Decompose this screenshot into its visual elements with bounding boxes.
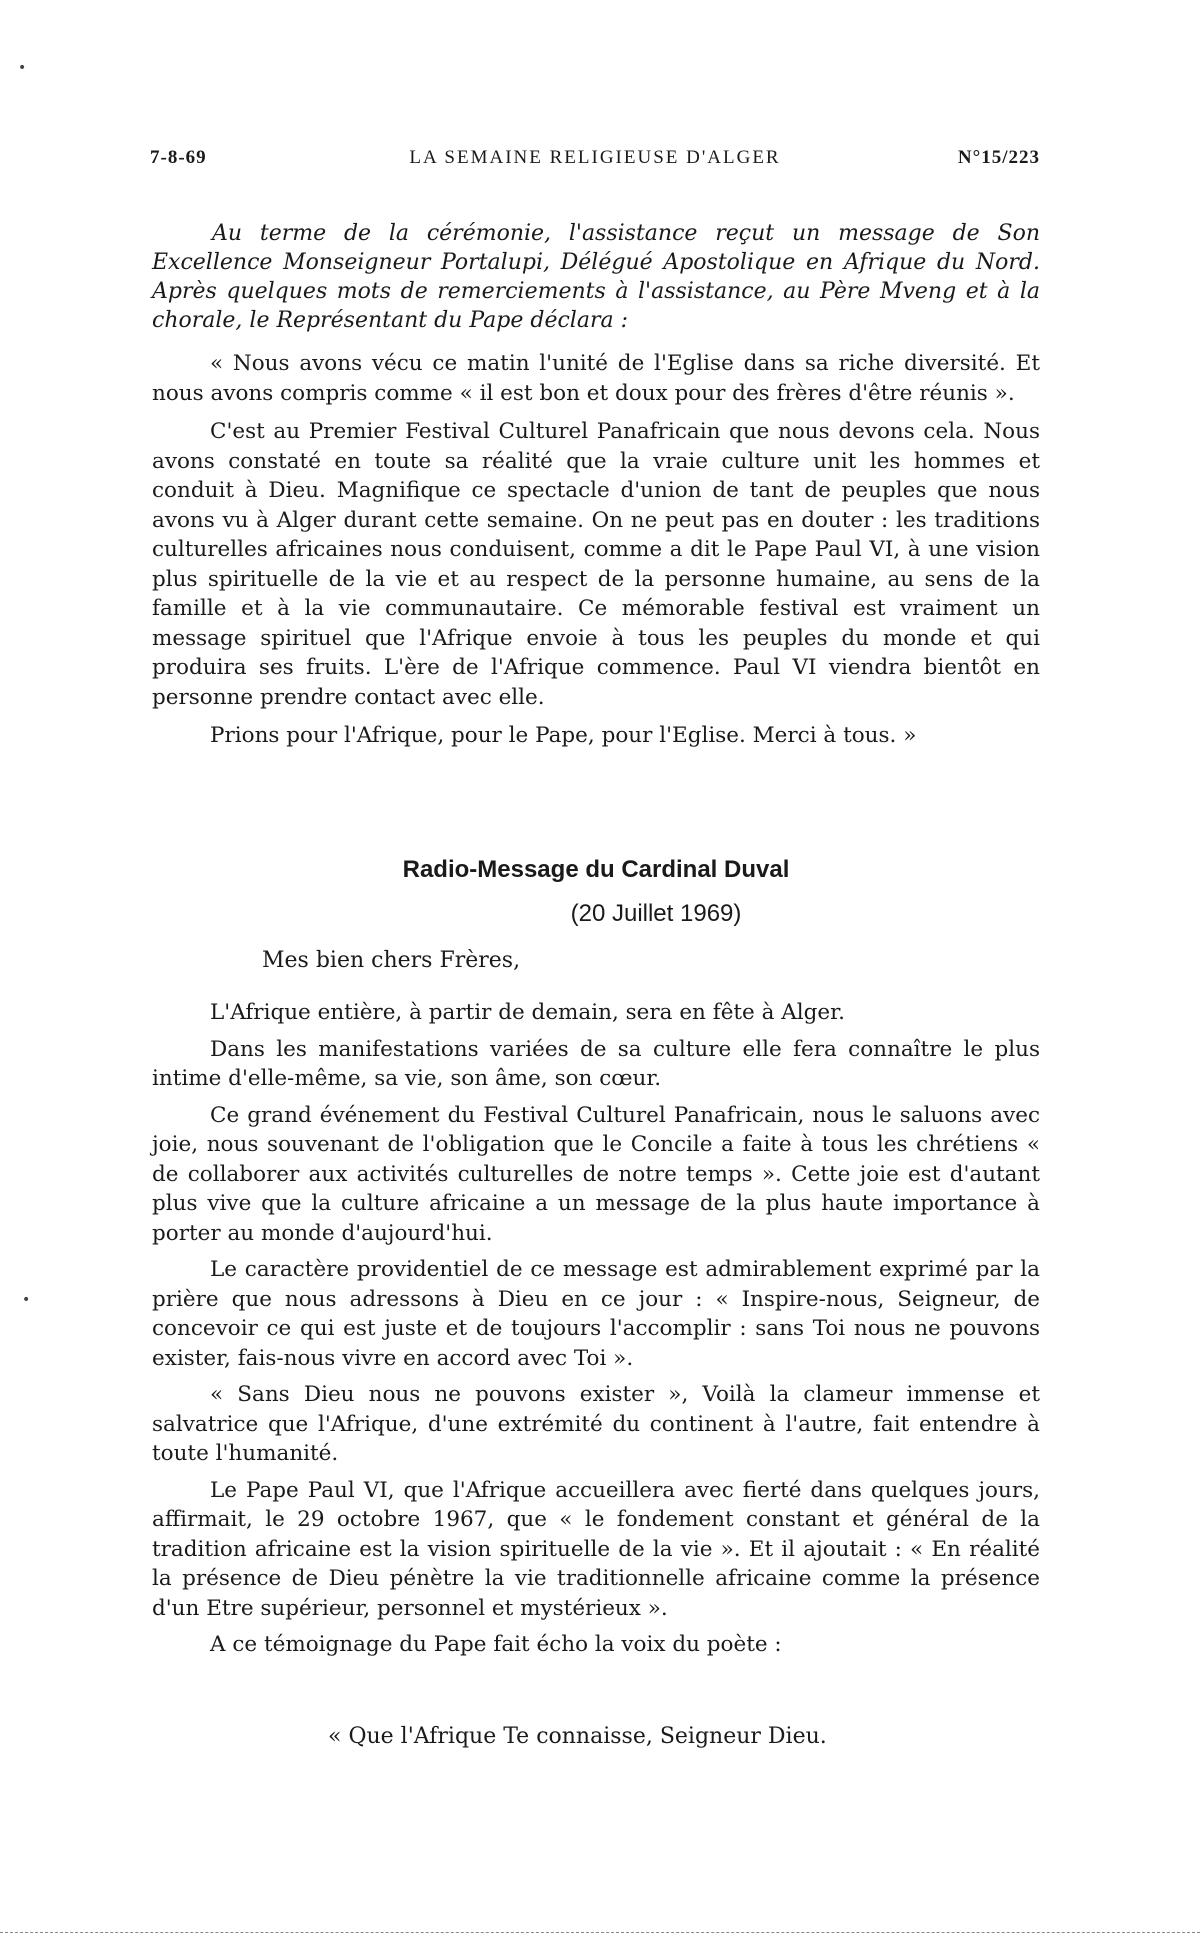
message-paragraph: Ce grand événement du Festival Culturel Panafricain, nous le saluons avec joie, nous souvenant de l'obligation que le Concile a faite à tous les chrétiens « de collaborer aux activités culturelles de notre temps ». Cette joie est d'autant plus vive que la culture africaine a un message de la plus haute importance à porter au monde d'aujourd'hui. xyxy=(152,1102,1040,1246)
message-paragraph: A ce témoignage du Pape fait écho la voix du poète : xyxy=(210,1632,782,1657)
journal-title: LA SEMAINE RELIGIEUSE D'ALGER xyxy=(409,147,781,168)
delegate-speech xyxy=(152,349,1040,760)
intro-paragraph: Au terme de la cérémonie, l'assistance reçut un message de Son Excellence Monseigneur Portalupi, Délégué Apostolique en Afrique du Nord. Après quelques mots de remerciements à l'assistance, au Père Mveng et à la chorale, le Représentant du Pape déclara : xyxy=(152,221,1040,333)
message-paragraph: Dans les manifestations variées de sa culture elle fera connaître le plus intime d'elle-même, sa vie, son âme, son cœur. xyxy=(152,1036,1040,1091)
section-title: Radio-Message du Cardinal Duval xyxy=(402,856,790,883)
section-date: (20 Juillet 1969) xyxy=(570,900,742,927)
poem-line: « Que l'Afrique Te connaisse, Seigneur Dieu. xyxy=(328,1724,827,1749)
radio-message-body xyxy=(152,998,1040,1667)
message-paragraph: Le caractère providentiel de ce message est admirablement exprimé par la prière que nous adressons à Dieu en ce jour : « Inspire-nous, Seigneur, de concevoir ce qui est juste et de toujours l'accomplir : sans Toi nous ne pouvons exister, fais-nous vivre en accord avec Toi ». xyxy=(152,1257,1040,1371)
speech-paragraph: C'est au Premier Festival Culturel Panafricain que nous devons cela. Nous avons constaté en toute sa réalité que la vraie culture unit les hommes et conduit à Dieu. Magnifique ce spectacle d'union de tant de peuples que nous avons vu à Alger durant cette semaine. On ne peut pas en douter : les traditions culturelles africaines nous conduisent, comme a dit le Pape Paul VI, à une vision plus spirituelle de la vie et au respect de la personne humaine, au sens de la famille et à la vie communautaire. Ce mémorable festival est vraiment un message spirituel que l'Afrique envoie à tous les peuples du monde et qui produira ses fruits. L'ère de l'Afrique commence. Paul VI viendra bientôt en personne prendre contact avec elle. xyxy=(152,419,1040,710)
message-paragraph: Le Pape Paul VI, que l'Afrique accueillera avec fierté dans quelques jours, affirmait, le 29 octobre 1967, que « le fondement constant et général de la tradition africaine est la vision spirituelle de la vie ». Et il ajoutait : « En réalité la présence de Dieu pénètre la vie traditionnelle africaine comme la présence d'un Etre supérieur, personnel et mystérieux ». xyxy=(152,1477,1040,1621)
page-header xyxy=(150,147,1040,175)
scan-speck: • xyxy=(18,60,27,76)
issue-number: N°15/223 xyxy=(957,147,1040,168)
message-paragraph: L'Afrique entière, à partir de demain, sera en fête à Alger. xyxy=(210,1000,845,1025)
salutation: Mes bien chers Frères, xyxy=(262,948,521,973)
scan-speck: • xyxy=(22,1292,31,1308)
scan-edge-line xyxy=(0,1932,1200,1933)
speech-paragraph: Prions pour l'Afrique, pour le Pape, pour l'Eglise. Merci à tous. » xyxy=(210,723,917,748)
issue-date: 7-8-69 xyxy=(150,147,207,168)
speech-paragraph: « Nous avons vécu ce matin l'unité de l'Eglise dans sa riche diversité. Et nous avons compris comme « il est bon et doux pour des frères d'être réunis ». xyxy=(152,351,1040,406)
message-paragraph: « Sans Dieu nous ne pouvons exister », Voilà la clameur immense et salvatrice que l'Afrique, d'une extrémité du continent à l'autre, fait entendre à toute l'humanité. xyxy=(152,1382,1040,1466)
